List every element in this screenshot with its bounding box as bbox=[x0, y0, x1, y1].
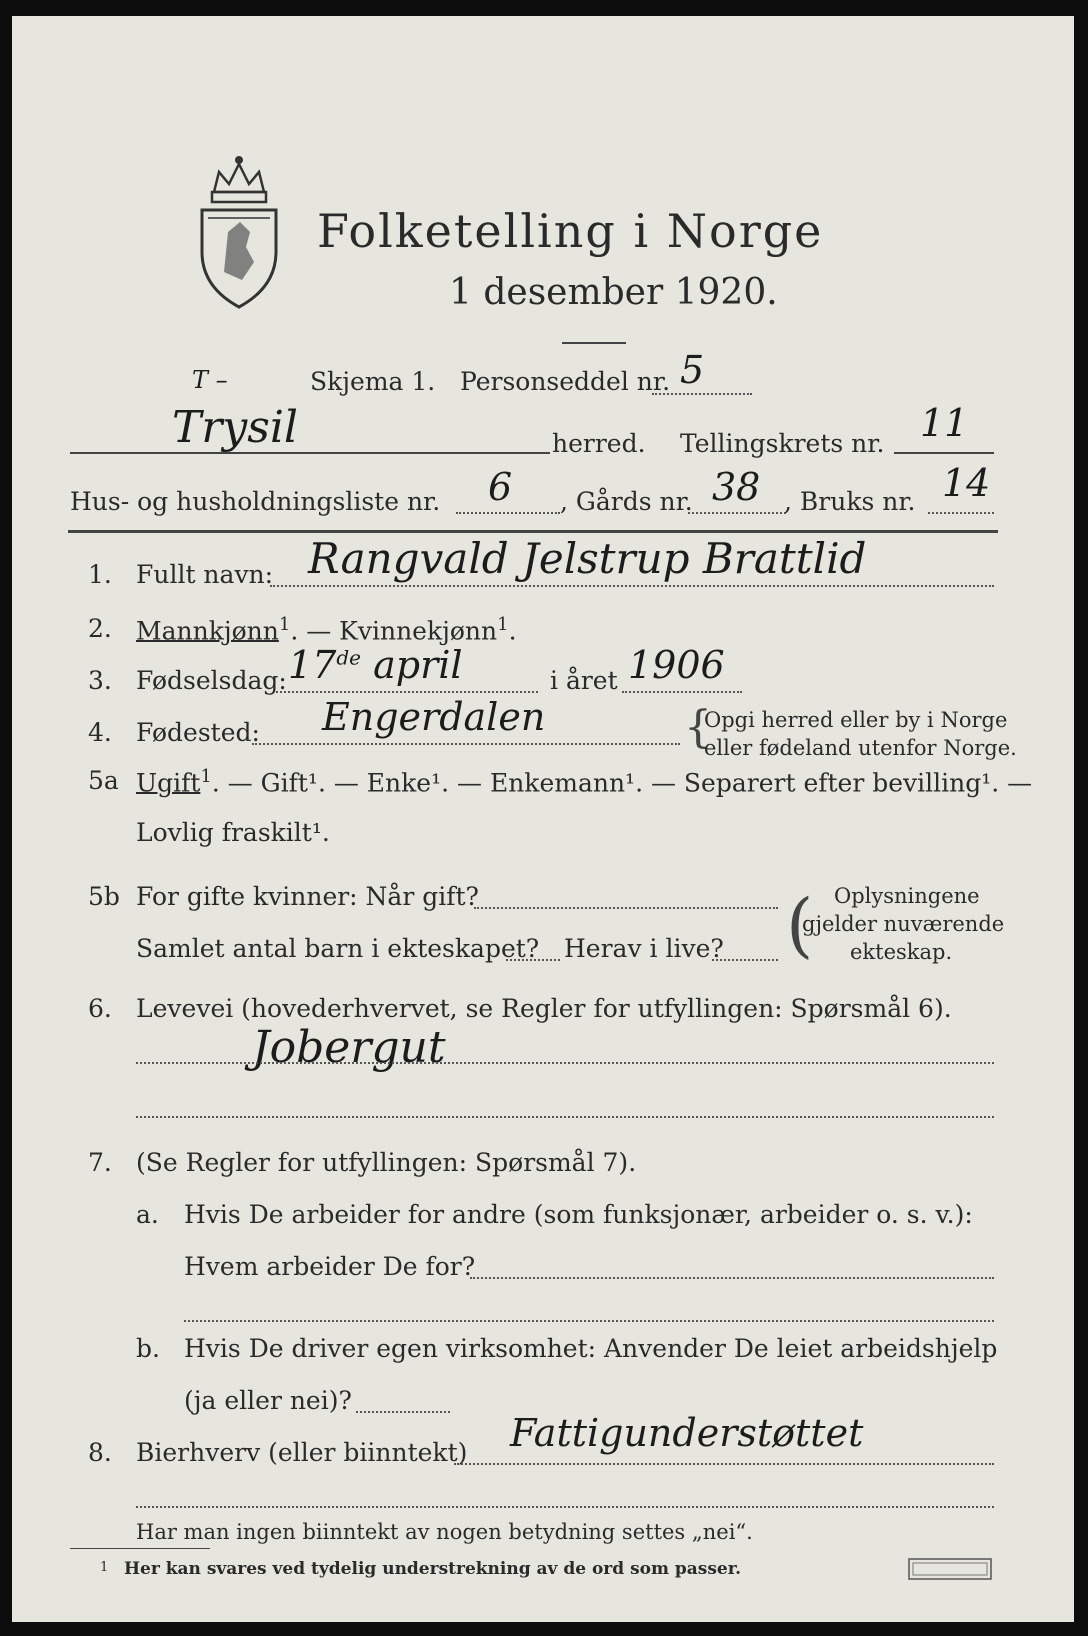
q4-label: Fødested: bbox=[136, 718, 260, 747]
q7b-question: (ja eller nei)? bbox=[184, 1386, 352, 1415]
q4-bracket: { bbox=[684, 702, 712, 753]
q2-number: 2. bbox=[88, 614, 112, 643]
printer-stamp-icon bbox=[908, 1558, 992, 1580]
hus-line bbox=[456, 512, 560, 514]
bruks-label: , Bruks nr. bbox=[784, 487, 916, 516]
q6-line-1 bbox=[136, 1062, 994, 1064]
q5b-line2b: Herav i live? bbox=[564, 934, 724, 963]
schema-label: Skjema 1. bbox=[310, 367, 436, 396]
q5a-ugift-sup: 1 bbox=[200, 766, 212, 787]
bruks-value: 14 bbox=[942, 461, 991, 505]
q8-number: 8. bbox=[88, 1438, 112, 1467]
q5b-note-1: Oplysningene bbox=[834, 884, 980, 908]
q7-label: (Se Regler for utfyllingen: Spørsmål 7). bbox=[136, 1148, 637, 1177]
gards-line bbox=[688, 512, 786, 514]
footnote-mark: 1 bbox=[100, 1560, 109, 1575]
herred-prefix-mark: T – bbox=[192, 366, 228, 394]
q5a-number: 5a bbox=[88, 766, 119, 795]
q5a-ugift: Ugift bbox=[136, 768, 201, 798]
hus-value: 6 bbox=[488, 465, 513, 509]
q3-year-line bbox=[622, 691, 742, 693]
form-title: Folketelling i Norge bbox=[317, 204, 824, 258]
q3-month: april bbox=[373, 643, 463, 687]
herred-line bbox=[70, 452, 550, 454]
q5a-line2: Lovlig fraskilt¹. bbox=[136, 818, 330, 847]
tellingskrets-value: 11 bbox=[920, 401, 969, 445]
q1-line bbox=[270, 585, 994, 587]
q2-options bbox=[136, 614, 517, 646]
gards-label: , Gårds nr. bbox=[560, 487, 693, 516]
personseddel-value: 5 bbox=[680, 348, 705, 392]
q3-day-line bbox=[276, 691, 538, 693]
q6-value: Jobergut bbox=[252, 1022, 446, 1073]
census-form bbox=[12, 16, 1074, 1622]
q3-year: 1906 bbox=[628, 643, 725, 687]
q4-note-1: Opgi herred eller by i Norge bbox=[704, 708, 1008, 732]
q5b-gift-line bbox=[474, 907, 778, 909]
q5b-live-line bbox=[712, 959, 778, 961]
q8-value: Fattigunderstøttet bbox=[510, 1411, 864, 1455]
footnote-text: Her kan svares ved tydelig understrekning av de ord som passer. bbox=[124, 1559, 742, 1579]
q5b-bracket: ( bbox=[786, 884, 814, 966]
q7b-line bbox=[356, 1411, 450, 1413]
q5b-note-3: ekteskap. bbox=[850, 940, 953, 964]
personseddel-label: Personseddel nr. bbox=[460, 367, 671, 396]
q7a-letter: a. bbox=[136, 1200, 159, 1229]
q8-line-2 bbox=[136, 1506, 994, 1508]
hus-label: Hus- og husholdningsliste nr. bbox=[70, 487, 441, 516]
bruks-line bbox=[928, 512, 994, 514]
q4-number: 4. bbox=[88, 718, 112, 747]
header-divider bbox=[68, 530, 998, 533]
q4-note-2: eller fødeland utenfor Norge. bbox=[704, 736, 1017, 760]
q3-number: 3. bbox=[88, 666, 112, 695]
q8-line-1 bbox=[454, 1463, 994, 1465]
q3-day-sup: de bbox=[336, 645, 361, 670]
herred-label: herred. bbox=[552, 429, 646, 458]
q1-number: 1. bbox=[88, 560, 112, 589]
q2-female: Kvinnekjønn bbox=[339, 616, 498, 646]
q7a-text: Hvis De arbeider for andre (som funksjonær, arbeider o. s. v.): bbox=[184, 1200, 973, 1229]
q5b-line1: For gifte kvinner: Når gift? bbox=[136, 882, 479, 911]
q4-line bbox=[252, 743, 680, 745]
q2-dash: . — bbox=[290, 616, 332, 646]
q1-label: Fullt navn: bbox=[136, 560, 274, 589]
form-date: 1 desember 1920. bbox=[449, 272, 778, 313]
q6-line-2 bbox=[136, 1116, 994, 1118]
q7b-text: Hvis De driver egen virksomhet: Anvender De leiet arbeidshjelp bbox=[184, 1334, 998, 1363]
q7a-line-1 bbox=[470, 1277, 994, 1279]
q5b-note-2: gjelder nuværende bbox=[802, 912, 1005, 936]
q7-number: 7. bbox=[88, 1148, 112, 1177]
gards-value: 38 bbox=[712, 465, 761, 509]
q5b-number: 5b bbox=[88, 882, 120, 911]
q5b-barn-line bbox=[506, 959, 560, 961]
q2-female-sup: 1 bbox=[497, 614, 509, 635]
q2-male-sup: 1 bbox=[278, 614, 291, 635]
q6-number: 6. bbox=[88, 994, 112, 1023]
tellingskrets-label: Tellingskrets nr. bbox=[680, 429, 885, 458]
tellingskrets-line bbox=[894, 452, 994, 454]
q6-label: Levevei (hovederhvervet, se Regler for utfyllingen: Spørsmål 6). bbox=[136, 994, 952, 1023]
q2-end: . bbox=[508, 616, 517, 646]
title-divider bbox=[562, 342, 626, 344]
q4-value: Engerdalen bbox=[322, 695, 546, 739]
q7a-line-2 bbox=[184, 1320, 994, 1322]
q3-label: Fødselsdag: bbox=[136, 666, 287, 695]
herred-value: Trysil bbox=[172, 402, 298, 453]
q5b-line2a: Samlet antal barn i ekteskapet? bbox=[136, 934, 540, 963]
q2-male: Mannkjønn bbox=[136, 616, 279, 646]
bottom-note: Har man ingen biinntekt av nogen betydning settes „nei“. bbox=[136, 1520, 753, 1544]
q3-day-num: 17 bbox=[288, 643, 337, 687]
q5a-options bbox=[136, 766, 1033, 798]
norway-coat-of-arms-icon bbox=[194, 152, 284, 312]
q3-day bbox=[288, 643, 463, 687]
q3-year-label: i året bbox=[550, 666, 618, 695]
personseddel-line bbox=[652, 393, 752, 395]
q7b-letter: b. bbox=[136, 1334, 160, 1363]
q8-label: Bierhverv (eller biinntekt) bbox=[136, 1438, 468, 1467]
q1-value: Rangvald Jelstrup Brattlid bbox=[308, 534, 867, 583]
q7a-question: Hvem arbeider De for? bbox=[184, 1252, 476, 1281]
footnote-divider bbox=[70, 1548, 210, 1549]
q5a-rest: . — Gift¹. — Enke¹. — Enkemann¹. — Separert efter bevilling¹. — bbox=[211, 768, 1033, 798]
